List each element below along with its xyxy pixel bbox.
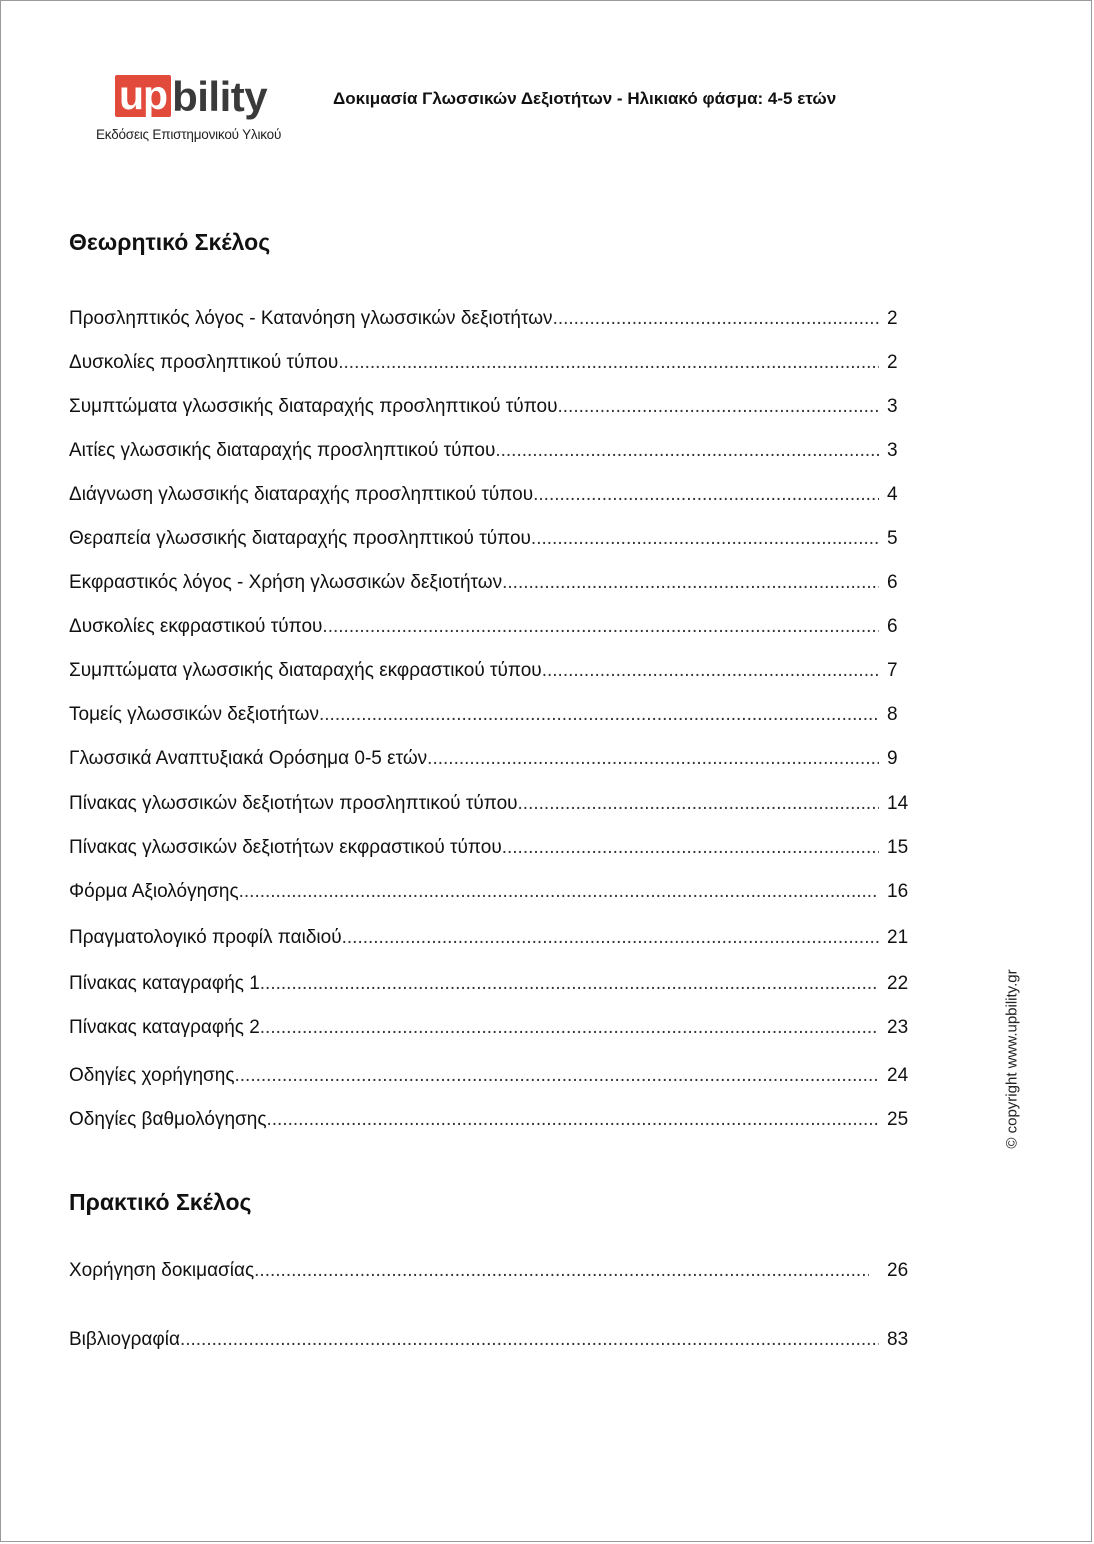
toc-page-number: 14 [887, 793, 909, 814]
toc-page-number: 2 [887, 308, 898, 329]
toc-entry-label: Συμπτώματα γλωσσικής διαταραχής εκφραστικού τύπου [69, 660, 542, 681]
upbility-logo [96, 69, 296, 142]
toc-entry-label: Οδηγίες βαθμολόγησης [69, 1109, 267, 1130]
toc-row[interactable] [69, 973, 919, 999]
toc-entry-label: Χορήγηση δοκιμασίας [69, 1260, 255, 1281]
toc-page-number: 25 [887, 1109, 909, 1130]
toc-page-number: 83 [887, 1329, 909, 1350]
toc-page-number: 21 [887, 927, 909, 948]
toc-page-number: 3 [887, 396, 898, 417]
toc-entry-label: Βιβλιογραφία [69, 1329, 180, 1350]
toc-page-number: 23 [887, 1017, 909, 1038]
toc-leader-dots [260, 973, 879, 995]
toc-leader-dots [533, 484, 879, 506]
toc-leader-dots [319, 704, 879, 726]
toc-leader-dots [495, 440, 879, 462]
toc-entry-label: Πραγματολογικό προφίλ παιδιού [69, 927, 342, 948]
toc-row[interactable] [69, 1260, 919, 1286]
toc-entry-label: Πίνακας γλωσσικών δεξιοτήτων εκφραστικού τύπου [69, 837, 502, 858]
toc-entry-label: Τομείς γλωσσικών δεξιοτήτων [69, 704, 319, 725]
logo-rest-text: bility [172, 73, 268, 120]
toc-row[interactable] [69, 528, 919, 554]
toc-entry-label: Γλωσσικά Αναπτυξιακά Ορόσημα 0-5 ετών [69, 748, 428, 769]
toc-page-number: 9 [887, 748, 898, 769]
toc-page-number: 4 [887, 484, 898, 505]
toc-row[interactable] [69, 308, 919, 334]
toc-row[interactable] [69, 440, 919, 466]
toc-entry-label: Διάγνωση γλωσσικής διαταραχής προσληπτικού τύπου [69, 484, 534, 505]
toc-leader-dots [558, 396, 880, 418]
toc-leader-dots [266, 1109, 879, 1131]
toc-leader-dots [342, 927, 879, 949]
toc-page-number: 24 [887, 1065, 909, 1086]
toc-row[interactable] [69, 572, 919, 598]
toc-entry-label: Θεραπεία γλωσσικής διαταραχής προσληπτικού τύπου [69, 528, 531, 549]
toc-row[interactable] [69, 660, 919, 686]
toc-row[interactable] [69, 484, 919, 510]
toc-page-number: 7 [887, 660, 898, 681]
toc-leader-dots [239, 881, 879, 903]
toc-leader-dots [502, 572, 879, 594]
toc-row[interactable] [69, 927, 919, 953]
toc-page-number: 3 [887, 440, 898, 461]
toc-entry-label: Συμπτώματα γλωσσικής διαταραχής προσληπτικού τύπου [69, 396, 558, 417]
toc-leader-dots [322, 616, 879, 638]
toc-row[interactable] [69, 704, 919, 730]
toc-row[interactable] [69, 1017, 919, 1043]
toc-row[interactable] [69, 837, 919, 863]
document-header-title: Δοκιμασία Γλωσσικών Δεξιοτήτων - Ηλικιακό φάσμα: 4-5 ετών [333, 89, 837, 108]
toc-page-number: 6 [887, 616, 898, 637]
toc-page-number: 2 [887, 352, 898, 373]
toc-page-number: 26 [887, 1260, 909, 1281]
toc-entry-label: Εκφραστικός λόγος - Χρήση γλωσσικών δεξιοτήτων [69, 572, 503, 593]
toc-row[interactable] [69, 881, 919, 907]
toc-entry-label: Δυσκολίες εκφραστικού τύπου [69, 616, 323, 637]
toc-page-number: 8 [887, 704, 898, 725]
toc-entry-label: Προσληπτικός λόγος - Κατανόηση γλωσσικών δεξιοτήτων [69, 308, 553, 329]
toc-row[interactable] [69, 748, 919, 774]
logo-up-badge: up [115, 75, 171, 117]
toc-leader-dots [531, 528, 879, 550]
toc-leader-dots [260, 1017, 879, 1039]
toc-leader-dots [542, 660, 879, 682]
toc-row[interactable] [69, 616, 919, 642]
toc-page-number: 6 [887, 572, 898, 593]
toc-row[interactable] [69, 1065, 919, 1091]
copyright-notice: © copyright www.upbility.gr [1003, 969, 1021, 1149]
toc-page-number: 5 [887, 528, 898, 549]
toc-row[interactable] [69, 1329, 919, 1355]
toc-entry-label: Οδηγίες χορήγησης [69, 1065, 235, 1086]
toc-leader-dots [338, 352, 879, 374]
logo-wordmark [96, 69, 296, 120]
toc-row[interactable] [69, 793, 919, 819]
toc-entry-label: Δυσκολίες προσληπτικού τύπου [69, 352, 339, 373]
toc-entry-label: Πίνακας καταγραφής 1 [69, 973, 260, 994]
toc-row[interactable] [69, 352, 919, 378]
toc-entry-label: Αιτίες γλωσσικής διαταραχής προσληπτικού τύπου [69, 440, 496, 461]
toc-entry-label: Πίνακας γλωσσικών δεξιοτήτων προσληπτικού τύπου [69, 793, 518, 814]
toc-entry-label: Πίνακας καταγραφής 2 [69, 1017, 260, 1038]
toc-leader-dots [254, 1260, 869, 1282]
toc-leader-dots [234, 1065, 879, 1087]
toc-leader-dots [502, 837, 879, 859]
practice-section-title: Πρακτικό Σκέλος [69, 1189, 252, 1215]
toc-entry-label: Φόρμα Αξιολόγησης [69, 881, 239, 902]
toc-row[interactable] [69, 396, 919, 422]
theory-section-title: Θεωρητικό Σκέλος [69, 229, 271, 255]
toc-page-number: 16 [887, 881, 909, 902]
toc-row[interactable] [69, 1109, 919, 1135]
toc-leader-dots [180, 1329, 879, 1351]
toc-leader-dots [427, 748, 879, 770]
toc-leader-dots [553, 308, 879, 330]
toc-page-number: 15 [887, 837, 909, 858]
toc-leader-dots [518, 793, 879, 815]
logo-subtitle: Εκδόσεις Επιστημονικού Υλικού [96, 127, 282, 142]
toc-page-number: 22 [887, 973, 909, 994]
